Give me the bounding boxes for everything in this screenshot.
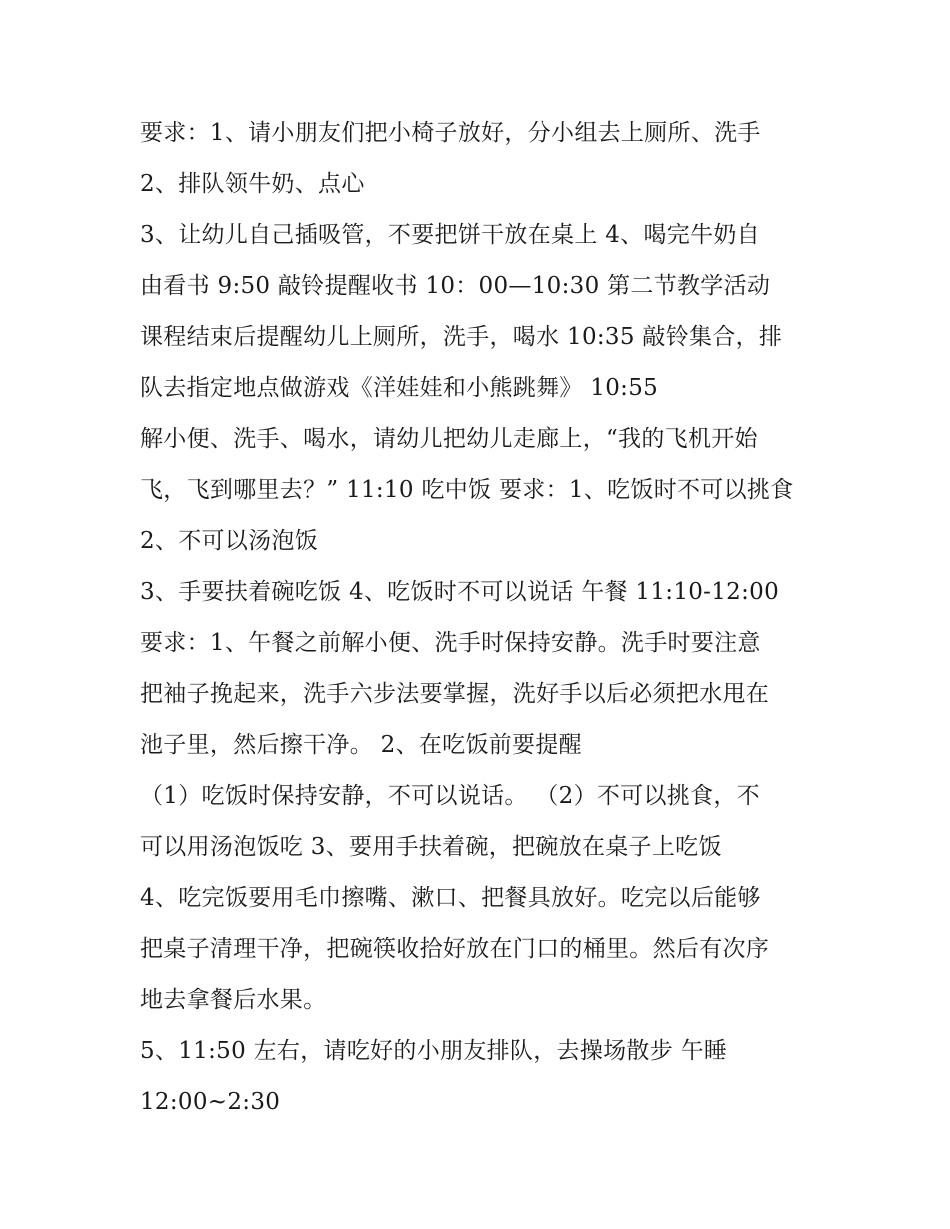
text-line: 队去指定地点做游戏《洋娃娃和小熊跳舞》 10:55 (140, 375, 659, 401)
text-line: 把桌子清理干净，把碗筷收拾好放在门口的桶里。然后有次序 (140, 936, 770, 962)
text-line: 飞，飞到哪里去？” 11:10 吃中饭 要求：1、吃饭时不可以挑食 (140, 477, 794, 503)
text-line: 由看书 9:50 敲铃提醒收书 10：00—10:30 第二节教学活动 (140, 273, 771, 299)
text-line: 2、不可以汤泡饭 (140, 528, 319, 554)
text-line: 3、让幼儿自己插吸管，不要把饼干放在桌上 4、喝完牛奶自 (140, 222, 760, 248)
text-line: 要求：1、午餐之前解小便、洗手时保持安静。洗手时要注意 (140, 630, 761, 656)
text-line: 2、排队领牛奶、点心 (140, 171, 365, 197)
text-line: 12:00~2:30 (140, 1089, 281, 1115)
text-line: 5、11:50 左右，请吃好的小朋友排队，去操场散步 午睡 (140, 1038, 728, 1064)
text-line: 4、吃完饭要用毛巾擦嘴、漱口、把餐具放好。吃完以后能够 (140, 885, 761, 911)
text-line: 把袖子挽起来，洗手六步法要掌握，洗好手以后必须把水甩在 (140, 681, 770, 707)
text-line: 解小便、洗手、喝水，请幼儿把幼儿走廊上，“我的飞机开始 (140, 426, 758, 452)
text-line: 池子里，然后擦干净。 2、在吃饭前要提醒 (140, 732, 582, 758)
text-line: 3、手要扶着碗吃饭 4、吃饭时不可以说话 午餐 11:10-12:00 (140, 579, 780, 605)
text-line: 可以用汤泡饭吃 3、要用手扶着碗，把碗放在桌子上吃饭 (140, 834, 722, 860)
document-body (140, 108, 840, 1128)
text-line: 地去拿餐后水果。 (140, 987, 327, 1013)
text-line: 要求：1、请小朋友们把小椅子放好，分小组去上厕所、洗手 (140, 120, 761, 146)
text-line: （1）吃饭时保持安静，不可以说话。 （2）不可以挑食，不 (140, 783, 760, 809)
text-line: 课程结束后提醒幼儿上厕所，洗手，喝水 10:35 敲铃集合，排 (140, 324, 783, 350)
